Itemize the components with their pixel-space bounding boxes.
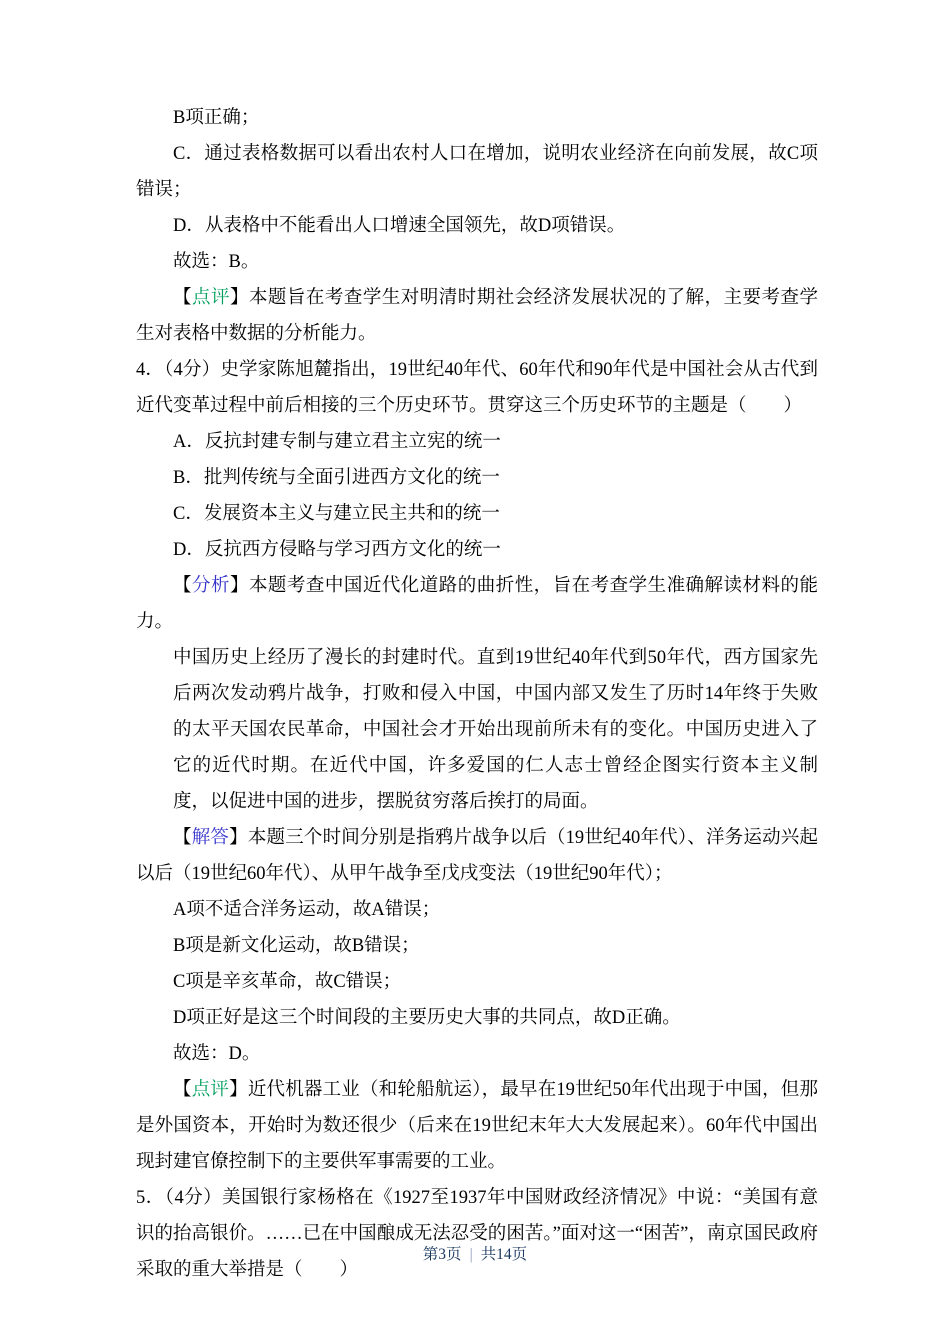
section-label: 解答 xyxy=(191,828,230,848)
footer xyxy=(0,1244,950,1266)
paragraph: 故选：B。 xyxy=(173,252,260,272)
section-label: 分析 xyxy=(191,576,230,596)
section-label: 点评 xyxy=(191,1080,230,1100)
option-item: D．反抗西方侵略与学习西方文化的统一 xyxy=(173,540,501,560)
paragraph: D项正好是这三个时间段的主要历史大事的共同点，故D正确。 xyxy=(173,1008,681,1028)
labeled-paragraph: 【点评】本题旨在考查学生对明清时期社会经济发展状况的了解，主要考查学生对表格中数据的分析能力。 xyxy=(136,288,818,344)
paragraph: D．从表格中不能看出人口增速全国领先，故D项错误。 xyxy=(173,216,626,236)
labeled-paragraph: 【解答】本题三个时间分别是指鸦片战争以后（19世纪40年代）、洋务运动兴起以后（19世纪60年代）、从甲午战争至戊戌变法（19世纪90年代）； xyxy=(136,828,818,884)
labeled-paragraph: 【点评】近代机器工业（和轮船航运），最早在19世纪50年代出现于中国，但那是外国资本，开始时为数还很少（后来在19世纪末年大大发展起来）。60年代中国出现封建官僚控制下的主要供军事需要的工业。 xyxy=(136,1080,818,1172)
paragraph: B项正确； xyxy=(173,108,260,128)
labeled-paragraph: 【分析】本题考查中国近代化道路的曲折性，旨在考查学生准确解读材料的能力。 xyxy=(136,576,818,632)
page-number: 第3页 xyxy=(422,1246,462,1263)
question-paragraph: 4．（4分）史学家陈旭麓指出，19世纪40年代、60年代和90年代是中国社会从古代到近代变革过程中前后相接的三个历史环节。贯穿这三个历史环节的主题是（ ） xyxy=(136,360,818,416)
document-body xyxy=(136,100,818,1288)
paragraph: A项不适合洋务运动，故A错误； xyxy=(173,900,441,920)
section-label: 点评 xyxy=(191,288,230,308)
paragraph: B项是新文化运动，故B错误； xyxy=(173,936,420,956)
option-item: A．反抗封建专制与建立君主立宪的统一 xyxy=(173,432,501,452)
question-paragraph: 5．（4分）美国银行家杨格在《1927至1937年中国财政经济情况》中说：“美国有意识的抬高银价。……已在中国酿成无法忍受的困苦。”面对这一“困苦”，南京国民政府采取的重大举措是（ ） xyxy=(136,1188,818,1280)
paragraph: 中国历史上经历了漫长的封建时代。直到19世纪40年代到50年代，西方国家先后两次发动鸦片战争，打败和侵入中国，中国内部又发生了历时14年终于失败的太平天国农民革命，中国社会才开始出现前所未有的变化。中国历史进入了它的近代时期。在近代中国，许多爱国的仁人志士曾经企图实行资本主义制度，以促进中国的进步，摆脱贫穷落后挨打的局面。 xyxy=(173,648,818,812)
paragraph: C．通过表格数据可以看出农村人口在增加，说明农业经济在向前发展，故C项错误； xyxy=(136,144,818,200)
option-item: B．批判传统与全面引进西方文化的统一 xyxy=(173,468,500,488)
paragraph: C项是辛亥革命，故C错误； xyxy=(173,972,402,992)
footer-separator: | xyxy=(469,1246,473,1263)
option-item: C．发展资本主义与建立民主共和的统一 xyxy=(173,504,500,524)
total-pages: 共14页 xyxy=(480,1246,528,1263)
paragraph: 故选：D。 xyxy=(173,1044,261,1064)
